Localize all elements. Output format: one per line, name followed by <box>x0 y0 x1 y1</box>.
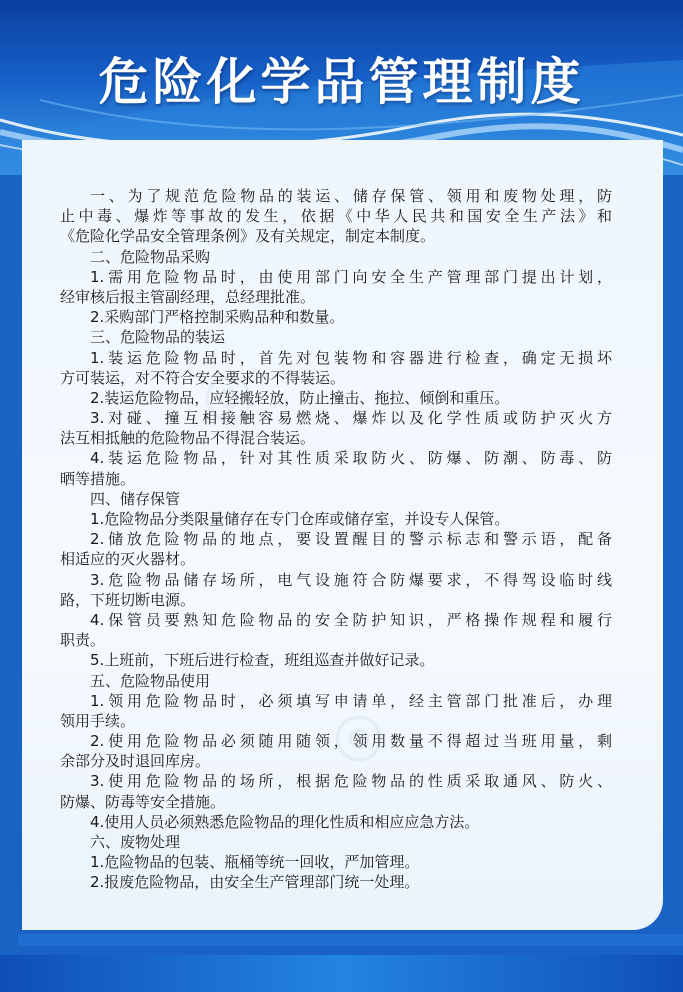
text-line: 5.上班前，下班后进行检查，班组巡查并做好记录。 <box>90 651 435 670</box>
text-line: 3.使用危险物品的场所，根据危险物品的性质采取通风、防火、 <box>90 772 612 791</box>
text-line: 经审核后报主管副经理，总经理批准。 <box>60 287 316 306</box>
text-line: 2.采购部门严格控制采购品种和数量。 <box>90 308 345 327</box>
text-line: 职责。 <box>60 631 106 650</box>
page-title: 危险化学品管理制度 <box>98 53 585 111</box>
text-line: 防爆、防毒等安全措施。 <box>60 792 226 811</box>
text-line: 3.对碰、撞互相接触容易燃烧、爆炸以及化学性质或防护灭火方 <box>90 409 612 428</box>
regulation-text <box>60 186 612 893</box>
footer-stripe <box>18 934 683 946</box>
watermark: ◎ <box>184 351 268 439</box>
text-line: 方可装运，对不符合安全要求的不得装运。 <box>60 368 346 387</box>
text-line: 六、废物处理 <box>90 833 181 851</box>
text-line: 2.报废危险物品，由安全生产管理部门统一处理。 <box>90 873 420 892</box>
text-line: 1.危险物品的包装、瓶桶等统一回收，严加管理。 <box>90 853 420 872</box>
text-line: 3.危险物品储存场所，电气设施符合防爆要求，不得驾设临时线 <box>90 570 612 589</box>
text-line: 余部分及时退回库房。 <box>60 752 211 771</box>
text-line: 2.装运危险物品，应轻搬轻放，防止撞击、拖拉、倾倒和重压。 <box>90 388 510 407</box>
text-line: 1.装运危险物品时，首先对包装物和容器进行检查，确定无损坏 <box>90 348 612 367</box>
text-line: 相适应的灭火器材。 <box>60 550 196 569</box>
text-line: 1.需用危险物品时，由使用部门向安全生产管理部门提出计划， <box>90 267 612 286</box>
text-line: 路，下班切断电源。 <box>60 590 196 609</box>
watermark: ◎ <box>314 691 398 779</box>
text-line: 2.使用危险物品必须随用随领，领用数量不得超过当班用量，剩 <box>90 732 612 751</box>
text-line: 三、危险物品的装运 <box>90 328 226 347</box>
text-line: 晒等措施。 <box>60 469 136 488</box>
text-line: 2.储放危险物品的地点，要设置醒目的警示标志和警示语，配备 <box>90 530 612 549</box>
text-line: 1.危险物品分类限量储存在专门仓库或储存室，并设专人保管。 <box>90 510 510 528</box>
text-line: 《危险化学品安全管理条例》及有关规定，制定本制度。 <box>60 227 436 246</box>
text-line: 一、为了规范危险物品的装运、储存保管、领用和废物处理，防 <box>90 187 612 205</box>
text-line: 4.使用人员必须熟悉危险物品的理化性质和相应应急方法。 <box>90 812 480 831</box>
text-line: 领用手续。 <box>60 711 136 730</box>
text-line: 止中毒、爆炸等事故的发生，依据《中华人民共和国安全生产法》和 <box>60 207 612 226</box>
footer-band <box>0 955 683 992</box>
text-line: 4.保管员要熟知危险物品的安全防护知识，严格操作规程和履行 <box>90 610 612 629</box>
text-line: 1.领用危险物品时，必须填写申请单，经主管部门批准后，办理 <box>90 691 612 710</box>
text-line: 五、危险物品使用 <box>90 671 211 690</box>
text-line: 二、危险物品采购 <box>90 247 211 266</box>
text-line: 四、储存保管 <box>90 489 181 508</box>
text-line: 法互相抵触的危险物品不得混合装运。 <box>60 429 316 448</box>
text-line: 4.装运危险物品，针对其性质采取防火、防爆、防潮、防毒、防 <box>90 449 612 468</box>
